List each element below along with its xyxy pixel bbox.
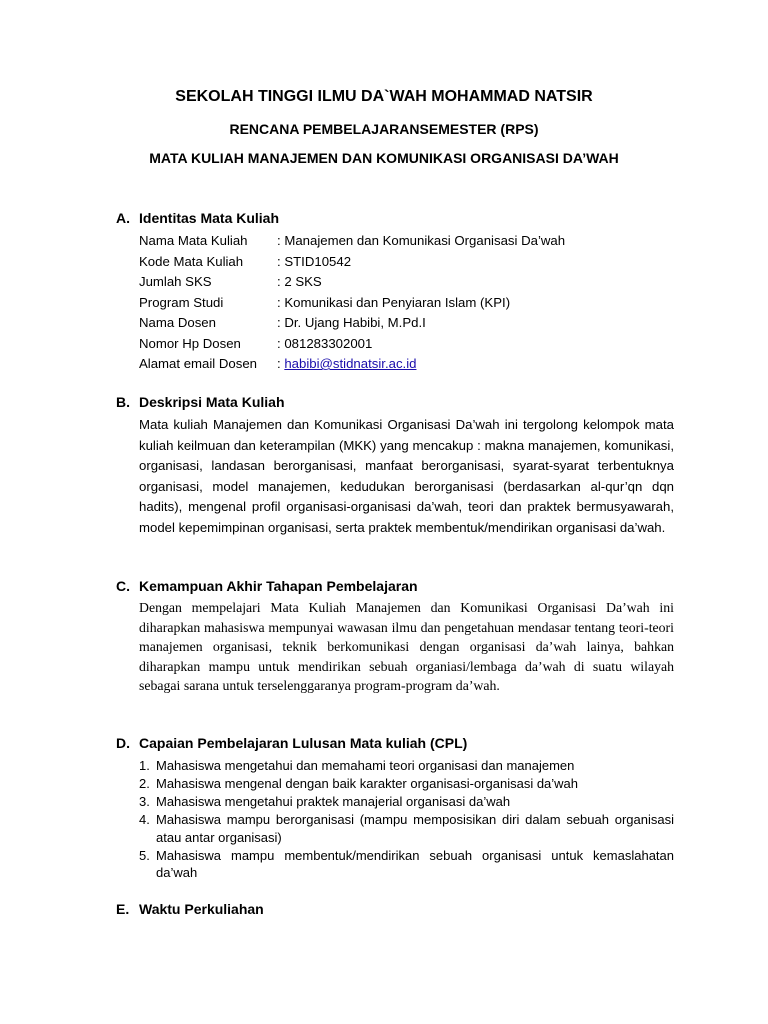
list-text: Mahasiswa mengetahui dan memahami teori organisasi dan manajemen [156,758,575,773]
list-number: 2. [139,776,150,791]
list-number: 5. [139,847,150,863]
list-item [139,793,674,811]
list-item [139,757,674,775]
section-c-heading [116,578,418,594]
cpl-list [139,757,674,882]
email-prefix: : [277,356,285,371]
list-text: Mahasiswa mengenal dengan baik karakter organisasi-organisasi da’wah [156,776,579,791]
list-text: Mahasiswa mampu berorganisasi (mampu memposisikan diri dalam sebuah organisasi atau antar organisasi) [156,812,674,845]
section-b-title: Deskripsi Mata Kuliah [139,394,285,410]
section-a-heading [116,210,279,226]
course-description: Mata kuliah Manajemen dan Komunikasi Organisasi Da’wah ini tergolong kelompok mata kuliah keilmuan dan keterampilan (MKK) yang mencakup : makna manajemen, komunikasi, organisasi, landasan berorganisasi, manfaat berorganisasi, syarat-syarat terbentuknya organisasi, model manajemen, kedudukan berorganisasi (berdasarkan al-qur’qn dqn hadits), mengenal profil organisasi-organisasi da’wah, teori dan praktek bermusyawarah, model kepemimpinan organisasi, serta praktek membentuk/mendirikan organisasi da’wah. [139,417,674,535]
identity-row [139,313,565,334]
list-text: Mahasiswa mengetahui praktek manajerial organisasi da’wah [156,794,511,809]
section-a-letter: A. [116,210,130,226]
identity-row [139,334,565,355]
email-label: Alamat email Dosen [139,356,258,371]
identity-label: Program Studi [139,294,224,310]
doc-type-title: RENCANA PEMBELAJARANSEMESTER (RPS) [229,121,539,137]
identity-row-email [139,354,565,375]
section-e-letter: E. [116,901,130,917]
identity-label: Kode Mata Kuliah [139,253,244,269]
identity-label: Nama Mata Kuliah [139,233,248,248]
identity-value: : Manajemen dan Komunikasi Organisasi Da’wah [277,233,566,248]
section-d-heading [116,735,467,751]
identity-row [139,231,565,252]
identity-row [139,272,565,293]
list-item [139,847,674,882]
identity-label: Nama Dosen [139,315,216,330]
identity-label: Nomor Hp Dosen [139,335,241,351]
email-link[interactable]: habibi@stidnatsir.ac.id [284,356,417,371]
section-d-title: Capaian Pembelajaran Lulusan Mata kuliah (CPL) [139,735,468,751]
identity-value: : Komunikasi dan Penyiaran Islam (KPI) [277,294,511,310]
identity-value: : 2 SKS [277,274,322,289]
identity-value: : 081283302001 [277,335,373,351]
identity-value: : STID10542 [277,253,352,269]
section-c-title: Kemampuan Akhir Tahapan Pembelajaran [139,578,418,594]
identity-value: : Dr. Ujang Habibi, M.Pd.I [277,315,426,330]
list-number: 4. [139,812,150,827]
section-c-letter: C. [116,578,130,594]
list-item [139,775,674,793]
identity-table [139,231,565,375]
section-e-title: Waktu Perkuliahan [139,901,264,917]
identity-label: Jumlah SKS [139,274,212,289]
identity-row [139,252,565,273]
list-text: Mahasiswa mampu membentuk/mendirikan sebuah organisasi untuk kemaslahatan da’wah [156,847,674,880]
section-b-heading [116,394,285,410]
list-number: 3. [139,794,150,809]
institution-title: SEKOLAH TINGGI ILMU DA`WAH MOHAMMAD NATSIR [175,88,593,105]
course-title: MATA KULIAH MANAJEMEN DAN KOMUNIKASI ORGANISASI DA’WAH [149,150,619,166]
section-e-heading [116,901,264,917]
section-a-title: Identitas Mata Kuliah [139,210,280,226]
list-item [139,811,674,846]
section-d-letter: D. [116,735,130,751]
identity-row [139,293,565,314]
list-number: 1. [139,758,150,773]
final-ability-text: Dengan mempelajari Mata Kuliah Manajemen dan Komunikasi Organisasi Da’wah ini diharapkan mahasiswa mempunyai wawasan ilmu dan pengetahuan mendasar tentang teori-teori manajemen organisasi, teknik berkomunikasi dengan organisasi da’wah lainya, bahkan diharapkan mampu untuk mendirikan sebuah organiasi/lembaga da’wah di suatu wilayah sebagai sarana untuk terselenggaranya program-program da’wah. [139,600,674,693]
section-b-letter: B. [116,394,130,410]
